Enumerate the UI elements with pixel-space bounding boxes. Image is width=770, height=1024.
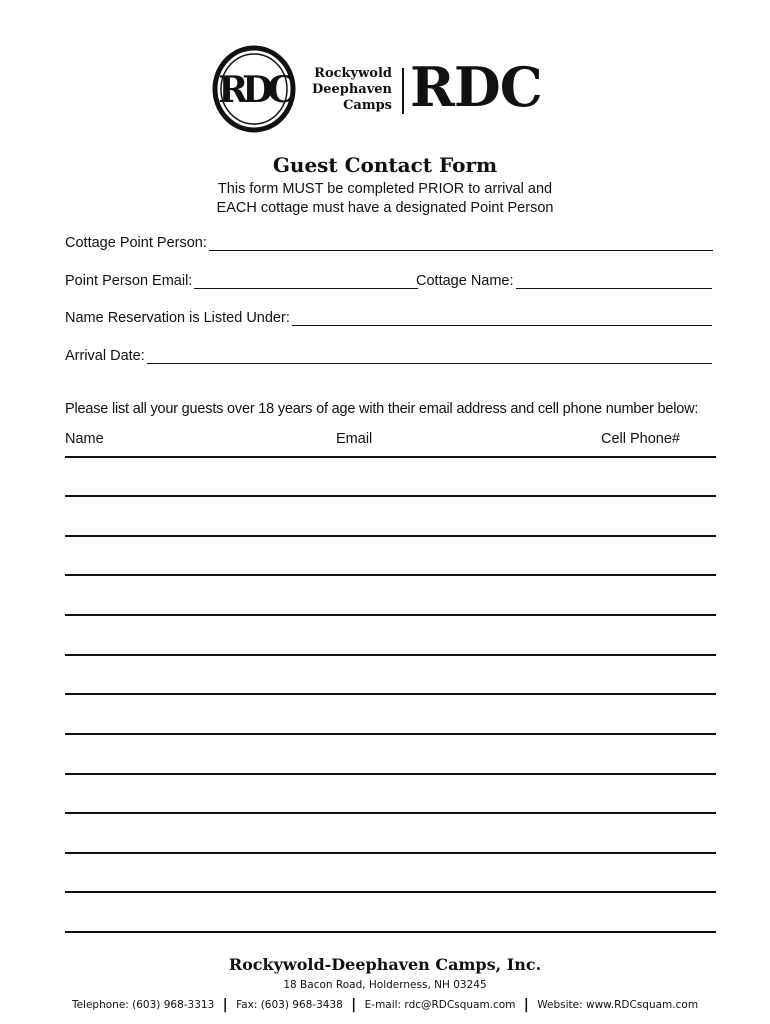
guest-entry-line[interactable] — [65, 773, 716, 775]
footer-website[interactable]: Website: www.RDCsquam.com — [537, 999, 699, 1011]
subtitle-line: EACH cottage must have a designated Point Person — [216, 200, 554, 216]
guest-entry-line[interactable] — [65, 654, 716, 656]
arrival-date-label: Arrival Date: — [65, 348, 145, 364]
logo-camp-name — [308, 66, 392, 114]
footer-company-name: Rockywold-Deephaven Camps, Inc. — [228, 955, 542, 974]
footer-fax: Fax: (603) 968-3438 — [236, 999, 343, 1011]
footer-separator: | — [523, 997, 529, 1013]
guest-entry-line[interactable] — [65, 693, 716, 695]
footer-separator: | — [222, 997, 228, 1013]
rdc-monogram-icon — [212, 44, 296, 134]
point-person-email-field[interactable] — [65, 269, 418, 289]
cottage-point-person-field[interactable] — [65, 231, 713, 251]
arrival-date-field[interactable] — [65, 344, 712, 364]
cottage-point-person-line[interactable] — [209, 236, 713, 251]
logo-name-line: Deephaven — [311, 82, 392, 97]
column-header-email: Email — [336, 431, 373, 447]
column-header-name: Name — [65, 431, 104, 447]
footer-separator: | — [351, 997, 357, 1013]
cottage-name-field[interactable] — [416, 269, 712, 289]
footer-contact-line — [0, 996, 770, 1012]
logo-divider — [402, 68, 404, 114]
footer-telephone: Telephone: (603) 968-3313 — [71, 999, 215, 1011]
point-person-email-label: Point Person Email: — [65, 273, 193, 289]
page-title: Guest Contact Form — [272, 153, 498, 177]
guest-entry-line[interactable] — [65, 535, 716, 537]
cottage-name-line[interactable] — [516, 274, 712, 289]
guest-entry-line[interactable] — [65, 891, 716, 893]
cottage-point-person-label: Cottage Point Person: — [65, 235, 207, 251]
guest-entry-line[interactable] — [65, 812, 716, 814]
rdc-logo — [212, 44, 557, 136]
cottage-name-label: Cottage Name: — [416, 273, 514, 289]
guest-entry-line[interactable] — [65, 733, 716, 735]
reservation-name-line[interactable] — [292, 311, 712, 326]
logo-monogram-text: RDC — [218, 69, 290, 111]
footer-address: 18 Bacon Road, Holderness, NH 03245 — [283, 979, 487, 991]
footer-email[interactable]: E-mail: rdc@RDCsquam.com — [364, 999, 516, 1011]
column-header-cell-phone: Cell Phone# — [601, 431, 680, 447]
guest-entry-line[interactable] — [65, 495, 716, 497]
guest-instructions: Please list all your guests over 18 years of age with their email address and cell phone number below: — [65, 401, 699, 417]
guest-entry-line[interactable] — [65, 614, 716, 616]
arrival-date-line[interactable] — [147, 349, 712, 364]
guest-entry-line[interactable] — [65, 852, 716, 854]
point-person-email-line[interactable] — [194, 274, 418, 289]
logo-name-line: Camps — [343, 98, 392, 113]
logo-wordmark: RDC — [410, 55, 542, 119]
table-header-rule — [65, 456, 716, 458]
reservation-name-field[interactable] — [65, 306, 712, 326]
guest-entry-line[interactable] — [65, 931, 716, 933]
reservation-name-label: Name Reservation is Listed Under: — [65, 310, 290, 326]
guest-entry-line[interactable] — [65, 574, 716, 576]
logo-name-line: Rockywold — [314, 66, 392, 81]
subtitle-line: This form MUST be completed PRIOR to arrival and — [217, 181, 553, 197]
